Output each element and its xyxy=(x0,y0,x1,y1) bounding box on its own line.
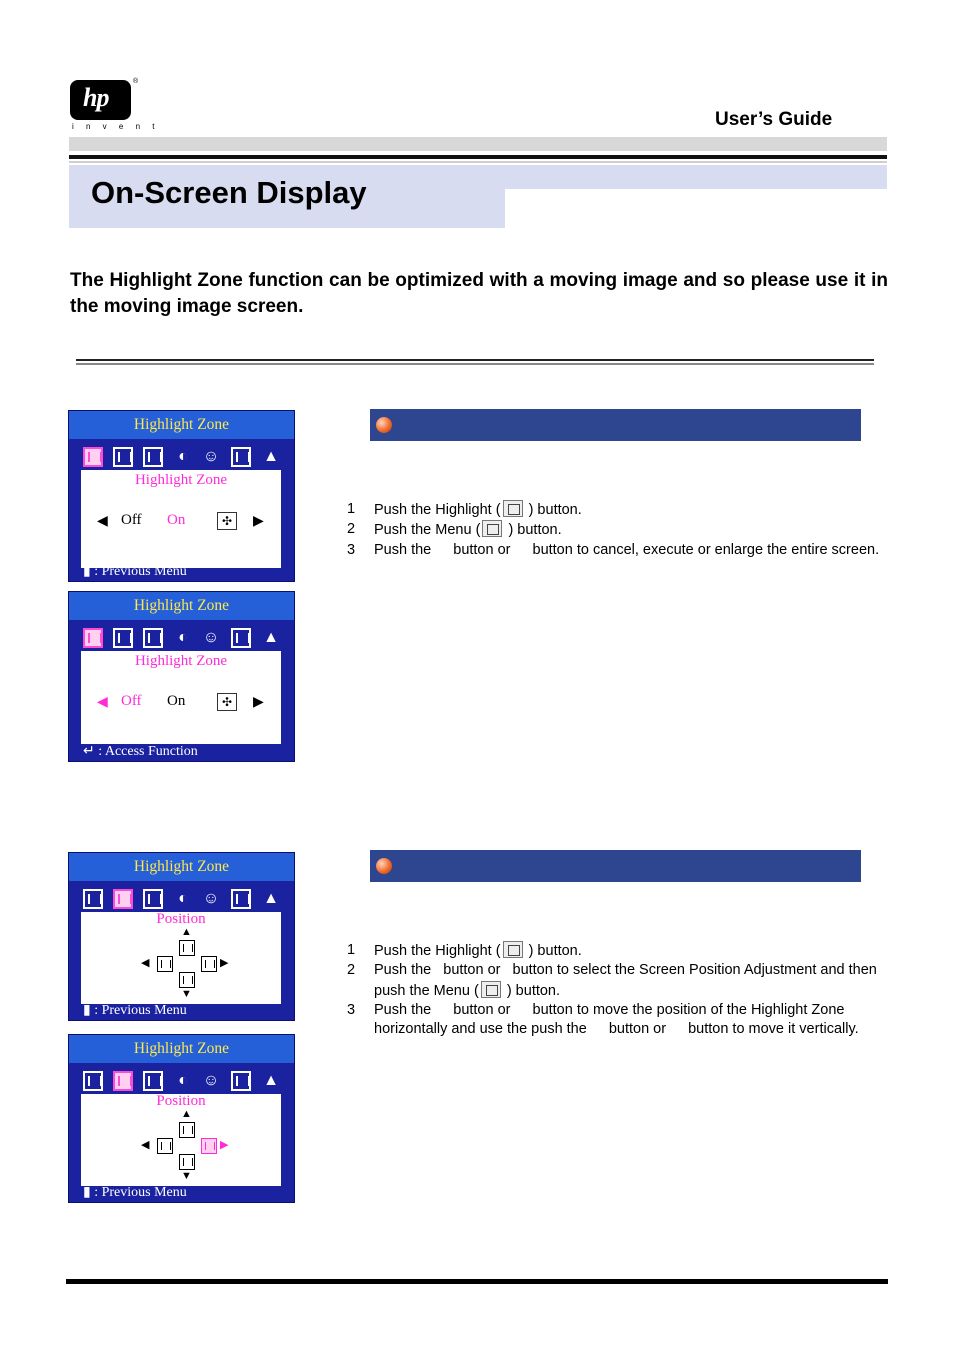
osd-footer-text: : Previous Menu xyxy=(94,564,187,579)
right-arrow-icon: ▶ xyxy=(220,957,229,969)
left-arrow-icon: ◀ xyxy=(97,512,108,528)
contrast-icon: ◐ xyxy=(178,890,188,907)
size-icon xyxy=(231,628,251,648)
osd-subtitle: Highlight Zone xyxy=(134,653,228,669)
osd-footer-text: : Previous Menu xyxy=(94,1003,187,1018)
down-arrow-icon: ▼ xyxy=(181,1170,192,1182)
sharpness-icon: ▲ xyxy=(263,1072,279,1089)
osd-footer: ▮ : Previous Menu xyxy=(83,1003,187,1018)
highlight-icon xyxy=(83,1071,103,1091)
color-icon: ☺ xyxy=(202,890,220,907)
position-icon xyxy=(143,628,163,648)
step-item: 2 Push the Menu ( ) button. xyxy=(347,521,562,539)
osd-panel xyxy=(81,912,281,1004)
osd-footer: ▮ : Previous Menu xyxy=(83,564,187,579)
header-rule xyxy=(69,155,887,159)
osd-subtitle: Position xyxy=(156,911,206,927)
section-bar xyxy=(370,850,861,882)
osd-panel xyxy=(81,651,281,744)
step-item: 1 Push the Highlight ( ) button. xyxy=(347,501,582,518)
osd-icon-row xyxy=(81,628,285,650)
osd-footer: ▮ : Previous Menu xyxy=(83,1185,187,1200)
hp-logo: hp xyxy=(70,80,131,120)
osd-icon-row xyxy=(81,1071,285,1093)
color-icon: ☺ xyxy=(202,1072,220,1089)
option-on: On xyxy=(167,693,186,709)
osd-footer-text: : Previous Menu xyxy=(94,1185,187,1200)
osd-title: Highlight Zone xyxy=(69,592,294,620)
option-off: Off xyxy=(121,693,142,709)
zone-icon xyxy=(113,889,133,909)
osd-title: Highlight Zone xyxy=(69,411,294,439)
osd-screen-highlight-on xyxy=(68,410,295,582)
osd-subtitle: Highlight Zone xyxy=(134,472,228,488)
option-off: Off xyxy=(121,512,142,528)
zone-icon xyxy=(113,1071,133,1091)
users-guide-label: User’s Guide xyxy=(715,109,833,130)
color-icon: ☺ xyxy=(202,448,220,465)
move-left-icon xyxy=(157,1138,173,1154)
bullet-icon xyxy=(376,858,392,874)
sharpness-icon: ▲ xyxy=(263,448,279,465)
section-divider xyxy=(76,359,874,365)
osd-screen-highlight-off xyxy=(68,591,295,762)
title-band-right xyxy=(505,165,887,189)
up-arrow-icon: ▲ xyxy=(181,1108,192,1120)
highlight-button-icon xyxy=(503,941,523,958)
position-icon xyxy=(143,1071,163,1091)
step-item: 1 Push the Highlight ( ) button. xyxy=(347,942,582,959)
highlight-button-icon xyxy=(503,500,523,517)
osd-footer: ↵ : Access Function xyxy=(83,744,198,759)
size-icon xyxy=(231,447,251,467)
move-right-icon xyxy=(201,956,217,972)
sharpness-icon: ▲ xyxy=(263,629,279,646)
move-icon: ✣ xyxy=(217,693,237,711)
osd-title: Highlight Zone xyxy=(69,1035,294,1063)
right-arrow-icon: ▶ xyxy=(253,693,264,709)
step-item: 2 Push the button or button to select the Screen Position Adjustment and then push the Menu ( ) button. xyxy=(347,962,877,999)
up-arrow-icon: ▲ xyxy=(181,926,192,938)
steps-section-2 xyxy=(347,941,887,1039)
left-arrow-icon: ◀ xyxy=(141,1139,150,1151)
move-icon: ✣ xyxy=(217,512,237,530)
left-arrow-icon: ◀ xyxy=(97,693,108,709)
size-icon xyxy=(231,1071,251,1091)
menu-button-icon xyxy=(482,520,502,537)
highlight-icon xyxy=(83,889,103,909)
logo-tagline: i n v e n t xyxy=(72,122,160,131)
right-arrow-icon: ▶ xyxy=(220,1139,229,1151)
option-on: On xyxy=(167,512,186,528)
osd-footer-text: : Access Function xyxy=(98,744,198,759)
osd-title: Highlight Zone xyxy=(69,853,294,881)
zone-icon xyxy=(113,628,133,648)
steps-section-1 xyxy=(347,500,887,560)
step-item: 3 Push the button or button to move the position of the Highlight Zone horizontally and use the push the button or button to move it vertically. xyxy=(347,1001,859,1038)
position-icon xyxy=(143,447,163,467)
osd-screen-position-right xyxy=(68,1034,295,1203)
move-down-icon xyxy=(179,1154,195,1170)
highlight-icon xyxy=(83,628,103,648)
osd-icon-row xyxy=(81,447,285,469)
position-icon xyxy=(143,889,163,909)
registered-mark: ® xyxy=(133,78,139,85)
move-right-icon xyxy=(201,1138,217,1154)
osd-subtitle: Position xyxy=(156,1093,206,1109)
move-up-icon xyxy=(179,940,195,956)
zone-icon xyxy=(113,447,133,467)
contrast-icon: ◐ xyxy=(178,448,188,465)
page-title: On-Screen Display xyxy=(91,175,367,210)
color-icon: ☺ xyxy=(202,629,220,646)
osd-screen-position xyxy=(68,852,295,1021)
right-arrow-icon: ▶ xyxy=(253,512,264,528)
footer-rule xyxy=(66,1279,888,1284)
sharpness-icon: ▲ xyxy=(263,890,279,907)
move-up-icon xyxy=(179,1122,195,1138)
bullet-icon xyxy=(376,417,392,433)
osd-icon-row xyxy=(81,889,285,911)
step-item: 3 Push the button or button to cancel, execute or enlarge the entire screen. xyxy=(347,541,880,558)
size-icon xyxy=(231,889,251,909)
contrast-icon: ◐ xyxy=(178,629,188,646)
left-arrow-icon: ◀ xyxy=(141,957,150,969)
intro-text: The Highlight Zone function can be optimized with a moving image and so please use it in the moving image screen. xyxy=(70,270,888,317)
highlight-icon xyxy=(83,447,103,467)
down-arrow-icon: ▼ xyxy=(181,988,192,1000)
header-thin-rule xyxy=(69,161,887,163)
contrast-icon: ◐ xyxy=(178,1072,188,1089)
move-down-icon xyxy=(179,972,195,988)
section-bar xyxy=(370,409,861,441)
move-left-icon xyxy=(157,956,173,972)
header-gray-band xyxy=(69,137,887,151)
menu-button-icon xyxy=(481,981,501,998)
osd-panel xyxy=(81,470,281,568)
osd-panel xyxy=(81,1094,281,1186)
